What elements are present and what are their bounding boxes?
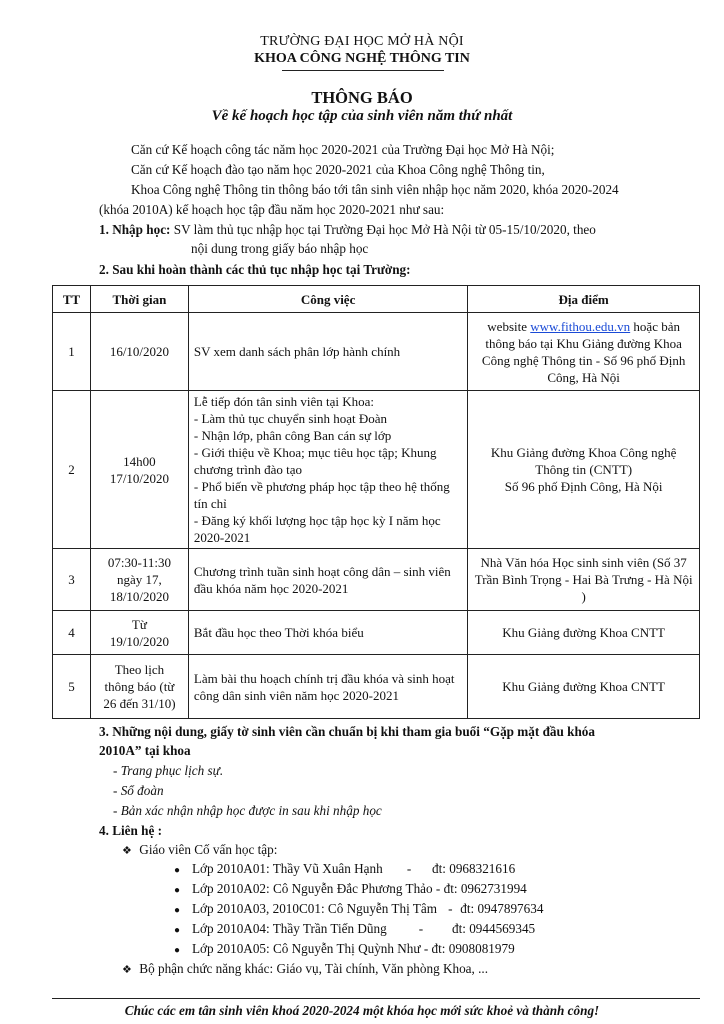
contact-item bbox=[174, 861, 515, 877]
task-line: Làm bài thu hoạch chính trị đầu khóa và sinh hoạt công dân sinh viên năm học 2020-2021 bbox=[193, 670, 455, 703]
contact-item bbox=[174, 901, 543, 917]
row-time bbox=[90, 391, 188, 549]
section-3-label-cont: 2010A” tại khoa bbox=[99, 743, 191, 758]
header-tt: TT bbox=[53, 286, 91, 313]
header-place: Địa điểm bbox=[468, 286, 700, 313]
task-line: - Giới thiệu về Khoa; mục tiêu học tập; Khung chương trình đào tạo bbox=[193, 445, 437, 477]
document-title: THÔNG BÁO bbox=[311, 88, 413, 107]
place-line: Khu Giảng đường Khoa Công nghệ Thông tin (CNTT) bbox=[490, 445, 677, 477]
section-4-label: 4. Liên hệ : bbox=[99, 823, 163, 838]
website-link[interactable]: www.fithou.edu.vn bbox=[530, 318, 631, 334]
contact-phone: đt: 0968321616 bbox=[432, 861, 516, 876]
diamond-bullet-icon: ❖ bbox=[122, 845, 132, 857]
task-line: - Nhận lớp, phân công Ban cán sự lớp bbox=[193, 428, 392, 443]
header-time: Thời gian bbox=[90, 286, 188, 313]
contact-text: Lớp 2010A05: Cô Nguyễn Thị Quỳnh Như - đt: 0908081979 bbox=[192, 941, 515, 956]
contact-sep: - bbox=[418, 921, 424, 936]
section-1-text-cont: nội dung trong giấy báo nhập học bbox=[191, 241, 369, 256]
row-task bbox=[188, 313, 467, 391]
table-row bbox=[53, 549, 700, 611]
time-line: 16/10/2020 bbox=[109, 344, 170, 359]
section-1-label: 1. Nhập học: bbox=[99, 222, 171, 237]
place-prefix: website bbox=[487, 318, 531, 334]
document-subtitle: Về kế hoạch học tập của sinh viên năm thứ nhất bbox=[211, 108, 513, 124]
task-line: - Đăng ký khối lượng học tập học kỳ I năm học 2020-2021 bbox=[193, 513, 441, 545]
row-place bbox=[468, 549, 700, 611]
table-header-row bbox=[53, 286, 700, 313]
section-2-label: 2. Sau khi hoàn thành các thủ tục nhập học tại Trường: bbox=[99, 262, 411, 277]
time-line: thông báo (từ bbox=[104, 679, 175, 694]
prep-item: - Sổ đoàn bbox=[113, 783, 164, 798]
contact-text: Lớp 2010A03, 2010C01: Cô Nguyễn Thị Tâm bbox=[192, 901, 437, 916]
time-line: 18/10/2020 bbox=[109, 589, 170, 604]
contact-sep: - bbox=[406, 861, 412, 876]
contact-sep: - bbox=[448, 901, 453, 916]
diamond-bullet-icon: ❖ bbox=[122, 964, 132, 976]
bullet-icon: ● bbox=[174, 865, 181, 876]
time-line: Từ bbox=[131, 616, 147, 632]
plan-table bbox=[52, 285, 700, 719]
section-1-text: SV làm thủ tục nhập học tại Trường Đại học Mở Hà Nội từ 05-15/10/2020, theo bbox=[173, 222, 596, 237]
place-line: Khu Giảng đường Khoa CNTT bbox=[502, 679, 665, 694]
row-place bbox=[468, 655, 700, 719]
header-divider bbox=[282, 70, 444, 71]
row-tt: 4 bbox=[53, 611, 91, 655]
prep-item: - Bản xác nhận nhập học được in sau khi nhập học bbox=[113, 803, 382, 818]
place-suffix: hoặc bản thông báo tại Khu Giảng đường Khoa Công nghệ Thông tin - Số 96 phố Định Công, Hà Nội bbox=[481, 318, 686, 385]
task-line: SV xem danh sách phân lớp hành chính bbox=[193, 344, 401, 359]
contact-phone: đt: 0944569345 bbox=[451, 921, 536, 936]
table-row bbox=[53, 313, 700, 391]
intro-line: Căn cứ Kế hoạch công tác năm học 2020-2021 của Trường Đại học Mở Hà Nội; bbox=[131, 142, 555, 157]
bullet-icon: ● bbox=[174, 885, 181, 896]
contact-text: Lớp 2010A04: Thầy Trần Tiến Dũng bbox=[192, 921, 387, 936]
table-row bbox=[53, 611, 700, 655]
intro-line: Khoa Công nghệ Thông tin thông báo tới tân sinh viên nhập học năm 2020, khóa 2020-2024 bbox=[131, 182, 619, 197]
bullet-icon: ● bbox=[174, 945, 181, 956]
row-task bbox=[188, 549, 467, 611]
contact-phone: đt: 0947897634 bbox=[460, 901, 544, 916]
time-line: 19/10/2020 bbox=[109, 633, 170, 649]
time-line: Theo lịch bbox=[114, 662, 165, 677]
faculty-name: KHOA CÔNG NGHỆ THÔNG TIN bbox=[254, 51, 470, 66]
time-line: 26 đến 31/10) bbox=[103, 696, 176, 711]
closing-message: Chúc các em tân sinh viên khoá 2020-2024 một khóa học mới sức khoẻ và thành công! bbox=[124, 1003, 600, 1018]
task-line: Chương trình tuần sinh hoạt công dân – sinh viên đầu khóa năm học 2020-2021 bbox=[193, 563, 451, 596]
school-name: TRƯỜNG ĐẠI HỌC MỞ HÀ NỘI bbox=[260, 34, 464, 49]
row-tt: 2 bbox=[53, 391, 91, 549]
row-time bbox=[90, 313, 188, 391]
table-row bbox=[53, 655, 700, 719]
row-place bbox=[468, 391, 700, 549]
task-line: - Làm thủ tục chuyển sinh hoạt Đoàn bbox=[193, 411, 388, 426]
bullet-icon: ● bbox=[174, 925, 181, 936]
row-tt: 5 bbox=[53, 655, 91, 719]
advisor-label: Giáo viên Cố vấn học tập: bbox=[139, 842, 278, 857]
row-place bbox=[468, 313, 700, 391]
place-line: Nhà Văn hóa Học sinh sinh viên (Số 37 Trần Bình Trọng - Hai Bà Trưng - Hà Nội ) bbox=[474, 555, 693, 604]
prep-item: - Trang phục lịch sự. bbox=[113, 763, 224, 778]
section-3-label: 3. Những nội dung, giấy tờ sinh viên cần chuẩn bị khi tham gia buổi “Gặp mặt đầu khóa bbox=[99, 724, 595, 739]
row-time bbox=[90, 655, 188, 719]
intro-line: (khóa 2010A) kế hoạch học tập đầu năm học 2020-2021 như sau: bbox=[99, 202, 445, 217]
time-line: 17/10/2020 bbox=[109, 470, 170, 486]
place-line: Khu Giảng đường Khoa CNTT bbox=[502, 625, 665, 640]
contact-item bbox=[174, 881, 527, 897]
row-tt: 1 bbox=[53, 313, 91, 391]
other-contact-text: Bộ phận chức năng khác: Giáo vụ, Tài chính, Văn phòng Khoa, ... bbox=[139, 961, 489, 976]
row-time bbox=[90, 549, 188, 611]
contact-text: Lớp 2010A01: Thầy Vũ Xuân Hạnh bbox=[192, 861, 383, 876]
advisor-heading bbox=[122, 842, 277, 858]
contact-item bbox=[174, 941, 515, 957]
time-line: ngày 17, bbox=[117, 572, 162, 587]
footer-divider bbox=[52, 998, 700, 999]
row-task bbox=[188, 655, 467, 719]
task-line: Bắt đầu học theo Thời khóa biểu bbox=[193, 625, 364, 640]
row-place bbox=[468, 611, 700, 655]
place-line: Số 96 phố Định Công, Hà Nội bbox=[504, 479, 663, 494]
time-line: 14h00 bbox=[123, 453, 156, 469]
header-task: Công việc bbox=[188, 286, 467, 313]
table-row bbox=[53, 391, 700, 549]
time-line: 07:30-11:30 bbox=[107, 555, 171, 570]
row-time bbox=[90, 611, 188, 655]
contact-text: Lớp 2010A02: Cô Nguyễn Đắc Phương Thảo - đt: 0962731994 bbox=[192, 881, 527, 896]
intro-line: Căn cứ Kế hoạch đào tạo năm học 2020-2021 của Khoa Công nghệ Thông tin, bbox=[131, 162, 545, 177]
bullet-icon: ● bbox=[174, 905, 181, 916]
row-task bbox=[188, 611, 467, 655]
task-line: - Phổ biến về phương pháp học tập theo hệ thống tín chỉ bbox=[193, 479, 450, 511]
other-contact bbox=[122, 961, 488, 977]
contact-item bbox=[174, 921, 535, 937]
row-task bbox=[188, 391, 467, 549]
row-tt: 3 bbox=[53, 549, 91, 611]
task-line: Lễ tiếp đón tân sinh viên tại Khoa: bbox=[193, 394, 375, 409]
section-1 bbox=[99, 222, 596, 238]
